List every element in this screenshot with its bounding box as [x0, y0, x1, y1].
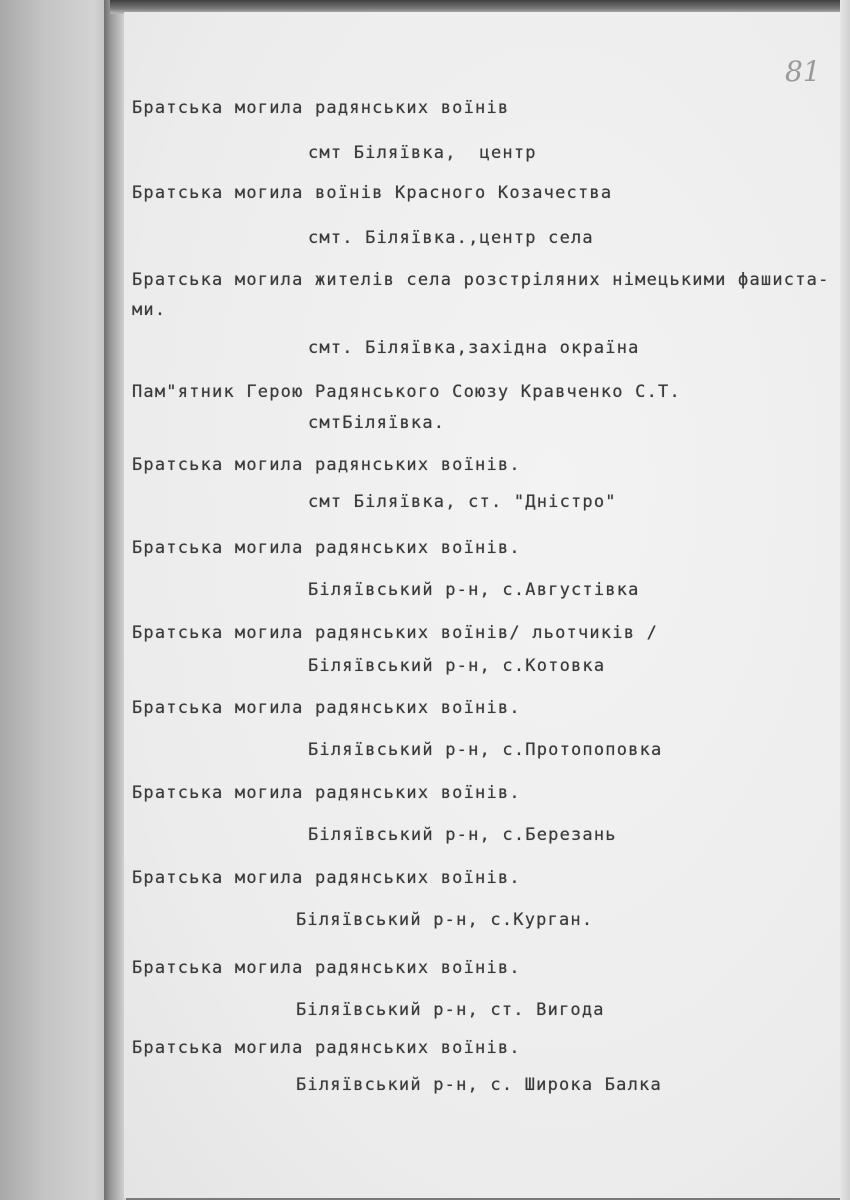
entry-title: Братська могила радянських воїнів — [132, 98, 510, 118]
entry-location: смт. Біляївка.,центр села — [308, 228, 594, 248]
entry-title: Братська могила радянських воїнів. — [132, 698, 521, 718]
underlying-page — [0, 0, 110, 1200]
entry-title: Пам"ятник Герою Радянського Союзу Кравченко С.Т. — [132, 382, 681, 402]
entry-location: Біляївський р-н, с. Широка Балка — [296, 1075, 662, 1095]
entry-title: Братська могила воїнів Красного Козачества — [132, 183, 613, 203]
entry-location: Біляївський р-н, ст. Вигода — [296, 1000, 605, 1020]
entry-location: Біляївський р-н, с.Августівка — [308, 580, 640, 600]
entry-location: Біляївський р-н, с.Курган. — [296, 910, 594, 930]
entry-title-continuation: ми. — [132, 300, 167, 320]
entry-title: Братська могила радянських воїнів/ льотчиків / — [132, 623, 659, 643]
entry-location: смтБіляївка. — [308, 413, 446, 433]
entry-location: Біляївський р-н, с.Березань — [308, 825, 617, 845]
entry-location: Біляївський р-н, с.Протопоповка — [308, 740, 663, 760]
entry-location: смт. Біляївка,західна окраїна — [308, 338, 640, 358]
entry-location: смт Біляївка, центр — [308, 143, 537, 163]
entry-location: смт Біляївка, ст. "Дністро" — [308, 492, 617, 512]
page-right-edge — [840, 0, 850, 1200]
entry-location: Біляївський р-н, с.Котовка — [308, 656, 606, 676]
folio-number: 81 — [785, 55, 821, 88]
entry-title: Братська могила радянських воїнів. — [132, 783, 521, 803]
entry-title: Братська могила радянських воїнів. — [132, 958, 521, 978]
entry-title: Братська могила жителів села розстріляних німецькими фашиста- — [132, 270, 830, 290]
entry-title: Братська могила радянських воїнів. — [132, 1038, 521, 1058]
book-binding — [104, 0, 126, 1200]
entry-title: Братська могила радянських воїнів. — [132, 538, 521, 558]
entry-title: Братська могила радянських воїнів. — [132, 868, 521, 888]
entry-title: Братська могила радянських воїнів. — [132, 455, 521, 475]
